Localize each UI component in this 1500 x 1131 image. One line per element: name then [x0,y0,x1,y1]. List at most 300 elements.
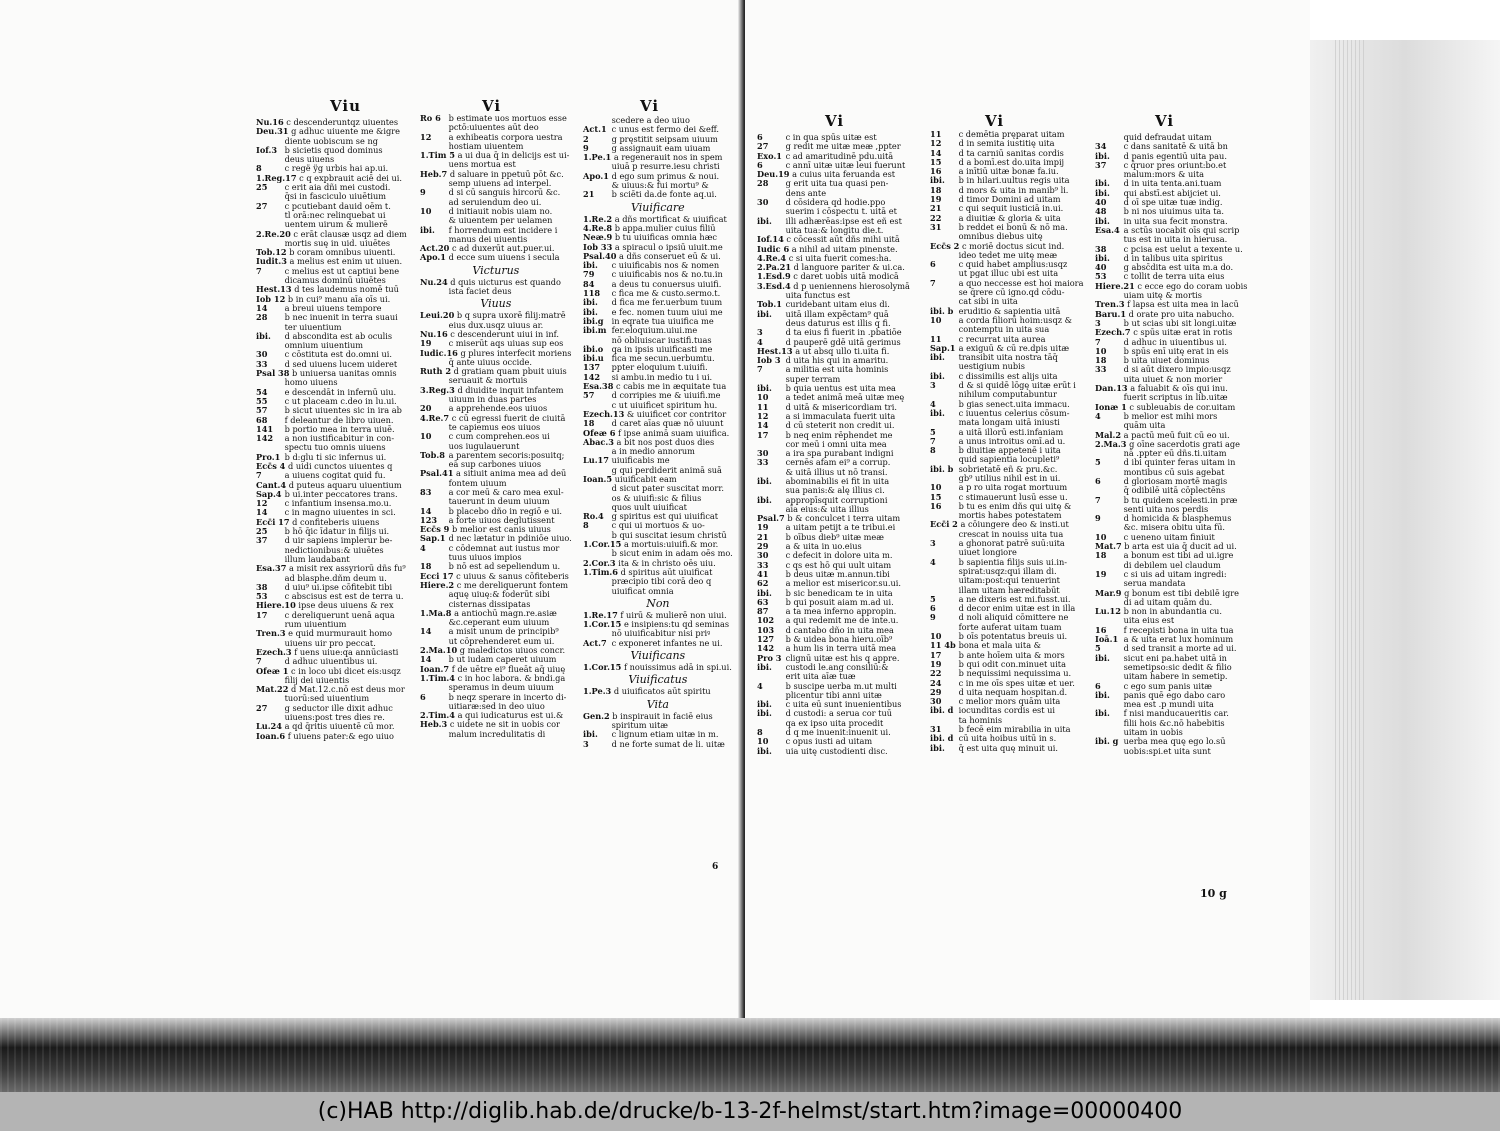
entry-reference: 68 [256,414,268,425]
entry-reference: Ioan.7 [420,663,450,674]
entry-text: a exhibeatis corpora uestra [446,131,563,142]
entry-text: d cōsidera qd hodie.ppo [783,197,886,208]
entry-text: seruauit & mortuis [446,375,528,386]
entry-reference: 5 [1095,457,1101,468]
entry-text: a bit nos post duos dies [613,436,715,447]
entry-text: a bonum est tibi ad ui.igre [1121,550,1234,561]
entry-text: eruditio & sapientia uitā [956,305,1061,316]
entry-reference: 4 [757,680,763,691]
entry-reference: Ro.4 [583,511,604,522]
entry-reference: 5 [930,426,936,437]
entry-text: mea est .p mundi uita [1121,699,1214,710]
entry-text: tus est in uita in hierusa. [1121,234,1228,245]
entry-text: nedictionibus:& uiuētes [282,544,384,555]
entry-reference: ibi. [757,587,772,598]
entry-reference: ibi. [757,215,772,226]
entry-text: b sciēti da.de fonte aq.ui. [609,189,717,200]
entry-reference: 5 [1095,643,1101,654]
entry-text: quid sapientia locupleti⁹ [956,454,1060,465]
entry-reference: ibi.g [583,315,604,326]
entry-reference: 11 [930,129,942,139]
entry-reference: 21 [583,189,595,200]
entry-text: c cū egressi fuerit de ciuitā [449,412,566,423]
entry-text: b & conculcet i terra uitam [784,513,901,524]
entry-reference: 4.Re.4 [757,252,787,263]
entry-text: c uiuificabis nos & no.tu.in [609,269,723,280]
entry-text: b tu quidem scelesti.in præ [1121,494,1238,505]
entry-reference: 14 [256,507,268,518]
entry-text: c stimauerunt lusū esse u. [956,491,1068,502]
entry-reference: 37 [1095,159,1107,170]
entry-reference: 30 [757,448,769,459]
entry-reference: ibi.u [583,353,604,364]
entry-text: c uiuus & sanus cōfiteberis [453,570,569,581]
entry-text: c iuuentus celerius cōsum- [956,407,1070,418]
entry-text: aīa eius:& uita illius [783,503,869,514]
entry-reference: ibi. [757,383,772,394]
entry-reference: Hiere.10 [256,600,296,611]
entry-text: se q̄rere cū igno.qd cōdu- [956,287,1065,298]
entry-text: d uidi cunctos uiuentes q [285,460,393,471]
entry-text: c pcutiebant dauid oēm t. [282,200,391,211]
entry-text: a misit rex assyriorū dñs fu⁹ [286,563,406,574]
entry-text: c in hoc labora. & bndi.ga [454,672,566,683]
entry-text: a pactū meū fuit cū eo ui. [1121,429,1230,440]
entry-text: a breui uiuens tempore [282,302,382,313]
entry-text: f uirū & mulierē non uiui. [617,609,727,620]
entry-text: d cantabo dño in uita mea [783,624,894,635]
entry-reference: Heb.7 [420,168,448,179]
entry-text: g seductor ille dixit adhuc [282,702,393,713]
entry-text: a dñs conseruet eū & ui. [616,250,721,261]
entry-reference: Ezech.7 [1095,327,1131,338]
entry-text: a parentem secoris:posuitq; [446,449,565,460]
entry-reference: 4 [757,336,763,347]
entry-reference: 21 [757,531,769,542]
concordance-entry [420,253,572,262]
entry-text: c cōcessit aūt dñs mihi uitā [783,234,900,245]
entry-text: d sicut pater suscitat morr. [609,483,724,494]
entry-reference: 6 [1095,475,1101,486]
entry-text: tl orā:nec relinquebat ui [282,209,386,220]
entry-text: semetipso:sic dedit & filio [1121,661,1232,672]
entry-text: d languore pariter & ui.ca. [791,262,905,273]
entry-reference: Tren.3 [1095,299,1125,310]
entry-reference: 14 [930,147,942,158]
entry-text: gb⁹ utilius nihil est in ui. [956,472,1061,483]
entry-text: uiuificabit eam [612,473,677,484]
entry-text: d confiteberis uiuens [289,516,380,527]
entry-text: a ut absq ullo ti.uita fi. [792,345,890,356]
entry-text: a ghonorat patrē suū:uita [956,538,1065,549]
entry-reference: 4 [930,398,936,409]
entry-text: g bonum est tibi debilē igre [1121,587,1239,598]
entry-reference: ibi. [757,708,772,719]
entry-text: g pręstitit seipsam uiuum [609,133,718,144]
entry-reference: 10 [930,314,942,325]
entry-reference: 1.Cor.15 [583,539,622,550]
entry-text: b uita uiuet dominus [1121,355,1210,366]
entry-text: a unus introitus omī.ad u. [956,435,1066,446]
entry-text: q̄ odibilē uitā cōplectēns [1121,485,1226,496]
right-header-3: Vi [1155,112,1175,130]
entry-text: montibus cū suis agebat [1121,466,1225,477]
entry-text: d si cū sanguis hircorū &c. [446,187,561,198]
entry-text: uens mortua est [446,159,516,170]
entry-reference: Iudit.3 [256,256,287,267]
entry-reference: Act.20 [420,243,450,254]
entry-reference: 102 [757,615,775,626]
entry-text: a tedet animā meā uitæ meę [783,392,905,403]
entry-reference: 12 [256,498,268,509]
entry-text: d cū steterit non credit ui. [783,420,895,431]
entry-reference: 9 [930,612,936,623]
entry-reference: Ioā.1 [1095,634,1119,645]
entry-reference: ibi. [1095,178,1110,189]
entry-text: uitiaræ:sed in deo uiuo [446,700,545,711]
entry-reference: 48 [1095,206,1107,217]
entry-text: homo uiuens [282,377,338,388]
entry-text: g adhuc uiuente me &igre [288,126,400,137]
entry-text: g maledictos uiuos concr. [457,645,566,656]
concordance-entry [420,287,572,296]
entry-text: uiuet longiore [956,547,1017,558]
entry-reference: ibi. [1095,150,1110,161]
entry-text: d abscondita est ab oculis [282,330,393,341]
left-header-3: Vi [640,97,660,115]
entry-text: c in loco ubi dicet eis:usqz [288,665,401,676]
entry-text: suerim i cōspectu t. uitā et [783,206,897,217]
entry-text: b melior est mihi mors [1121,410,1218,421]
entry-text: c q̄ruor pres oriunt:bo.et [1121,159,1227,170]
entry-reference: 30 [757,550,769,561]
entry-text: c opus iusti ad uitam [783,736,873,747]
entry-reference: Iob 12 [256,293,286,304]
entry-text: d corripies me & uiuifi.me [609,390,721,401]
entry-text: super terram [783,373,841,384]
entry-reference: Mat.22 [256,684,289,695]
entry-text: b gias senect.uita immacu. [956,398,1070,409]
entry-text: omnium uiuentium [282,340,364,351]
entry-text: c in qua spūs uitæ est [783,132,877,142]
entry-text: quos uult uiuificat [609,501,687,512]
entry-text: qui abstī.est abijciet ui. [1121,187,1221,198]
entry-reference: 83 [420,486,432,497]
entry-reference: Sap.4 [256,488,282,499]
entry-text: e fec. nomen tuum uiui me [609,306,723,317]
entry-reference: Act.7 [583,637,607,648]
entry-text: b & uidea bona hieru.oīb⁹ [783,634,893,645]
entry-text: d homicida & blasphemus [1121,513,1232,524]
entry-text: d quis uicturus est quando [447,276,561,287]
entry-reference: 3 [583,738,589,749]
entry-reference: 16 [930,500,942,511]
entry-reference: Hest.13 [757,345,793,356]
entry-text: forte auferat uitam tuam [956,621,1062,632]
right-column-2 [930,130,1083,753]
entry-text: uita functus est [783,290,851,301]
entry-reference: ibi.o [583,343,604,354]
entry-text: c lignum etiam uitæ in m. [609,729,719,740]
entry-reference: 18 [1095,550,1107,561]
entry-reference: Lu.24 [256,721,282,732]
entry-text: b sapientia filijs suis ui.in- [956,556,1067,567]
entry-reference: 79 [583,269,595,280]
entry-reference: ibi. [583,260,598,271]
entry-text: ter uiuentium [282,321,342,332]
entry-text: a & uita erat lux hominum [1121,634,1234,645]
entry-reference: Tren.3 [256,628,286,639]
entry-reference: ibi. [1095,652,1110,663]
entry-reference: ibi. g [1095,736,1119,747]
entry-reference: Lu.17 [583,455,609,466]
entry-text: ita & in christo oēs uiu. [615,557,716,568]
entry-text: d nec lætatur in pdiniōe uiuo. [446,533,572,544]
entry-text: d p ueniennens hierosolymā [790,280,910,291]
entry-reference: 8 [930,445,936,456]
concordance-headword: Non [646,596,670,610]
entry-text: c subleuabis de cor.uitam [1126,401,1236,412]
entry-text: eius dux.usqz uiuus ar. [446,319,544,330]
entry-text: q̄si in fasciculo uiuētium [282,191,387,202]
entry-text: b sicut uiuentes sic in ira ab [282,405,402,416]
entry-reference: 63 [757,596,769,607]
entry-text: d diuidite inquit infantem [454,384,564,395]
entry-text: c in magno uiuentes in sci. [282,507,396,518]
entry-reference: ibi. [1095,708,1110,719]
entry-text: d uita his qui in amaritu. [783,355,889,366]
entry-text: cat sibi in uita [956,296,1018,307]
entry-text: g spiritus est qui uiuificat [609,511,719,522]
left-column-3 [583,116,733,749]
entry-text: te capiemus eos uiuos [446,421,541,432]
entry-text: b oīs potentatus breuis ui. [956,631,1068,642]
entry-reference: ibi. [757,745,772,756]
entry-text: transibit uita nostra tāq̄ [956,352,1058,363]
left-column-2 [420,114,572,739]
entry-reference: 1.Tim.6 [583,566,618,577]
entry-reference: 10 [420,205,432,216]
concordance-headword: Viuus [480,297,512,311]
entry-reference: 118 [583,288,601,299]
entry-reference: Sap.1 [930,342,956,353]
entry-reference: 30 [757,197,769,208]
entry-text: d timor Domini ad uitam [956,194,1061,205]
entry-reference: Hest.13 [256,284,292,295]
entry-text: in eqrate tua uiuifica me [609,315,714,326]
entry-text: d ecce sum uiuens i secula [446,252,560,263]
entry-reference: ibi. [757,475,772,486]
entry-reference: 22 [930,668,942,679]
entry-text: d in semita iustitię uita [956,138,1055,149]
entry-reference: 3 [757,327,763,338]
entry-reference: 142 [757,643,775,654]
entry-reference: 27 [256,200,268,211]
entry-reference: 6 [1095,680,1101,691]
entry-reference: 14 [420,626,432,637]
right-header-2: Vi [985,112,1005,130]
entry-reference: 28 [757,178,769,189]
page-signature: 10 g [1200,887,1227,900]
entry-reference: 141 [256,423,274,434]
concordance-entry [757,747,910,756]
entry-reference: 9 [583,142,589,153]
entry-text: d pauperē gdē uitā gerimus [783,336,901,347]
entry-reference: 7 [256,656,262,667]
entry-reference: 87 [757,606,769,617]
entry-text: g oīne sacerdotis grati age [1126,438,1241,449]
entry-text: d uiu⁹ ui.ipse cōfitebit tibi [282,581,393,592]
entry-text: d uir sapiens implerur be- [282,535,393,546]
entry-text: & uiuificet cor contritor [624,408,727,419]
entry-reference: 55 [256,395,268,406]
entry-reference: 33 [1095,364,1107,375]
entry-text: manus dei uiuentis [446,233,528,244]
entry-text: uitam habere in semetip. [1121,671,1228,682]
entry-reference: Ecc̄s 2 [930,240,960,251]
entry-reference: 2.Re.20 [256,228,291,239]
entry-text: ad blasphe.dñm deum u. [282,572,387,583]
entry-text: b q supra uxorē filij:matrē [454,310,566,321]
entry-reference: 9 [1095,513,1101,524]
entry-reference: 4 [930,556,936,567]
entry-reference: ibi. [583,306,598,317]
entry-text: d uita nequam hospitan.d. [956,686,1068,697]
entry-text: a ira spa purabant indigni [783,448,894,459]
entry-reference: 53 [256,591,268,602]
entry-reference: 18 [583,418,595,429]
entry-reference: 2.Ma.10 [420,645,458,656]
entry-reference: 40 [1095,197,1107,208]
entry-text: nihilum computabuntur [956,389,1057,400]
entry-reference: 25 [256,526,268,537]
entry-reference: 4 [420,542,426,553]
entry-text: b estimate uos mortuos esse [446,113,567,123]
entry-text: plicentur tibi anni uitæ [783,689,882,700]
entry-text: d custodi: a serua cor tuū [783,708,893,719]
entry-text: b non in abundantia cu. [1121,606,1222,617]
entry-text: quid defraudat uitam [1121,132,1212,142]
entry-reference: 21 [930,203,942,214]
entry-reference: Psal.41 [420,468,454,479]
entry-text: ta hominis [956,714,1003,725]
entry-reference: Ioan.5 [583,473,613,484]
entry-text: q̄ ante uiuus occide. [446,356,532,367]
entry-text: d ego sum primus & noui. [609,170,720,181]
entry-text: & uiuus:& fui mortu⁹ & [609,180,709,191]
entry-text: c ad duxerūt aut.puer.ui. [449,243,555,254]
entry-text: b sicietis quod dominus [282,144,383,155]
entry-reference: Ecc̄s 9 [420,524,450,535]
entry-reference: ibi. d [930,705,954,716]
entry-text: ppter eloquium t.uiuifi. [609,362,708,373]
entry-reference: Esa.4 [1095,224,1120,235]
entry-text: c demētia pręparat uitam [956,129,1065,139]
concordance-entry [930,706,1083,715]
entry-text: c uita eū sunt inuenientibus [783,699,902,710]
entry-text: b deus uitæ m.annun.tibi [783,568,890,579]
entry-text: f recepisti bona in uita tua [1121,624,1234,635]
entry-text: c spūs uitæ erat in rotis [1130,327,1233,338]
entry-text: b qui suscitat iesum christū [609,529,727,540]
entry-text: si ambu.in medio tu i ui. [609,371,713,382]
entry-reference: Ezech.13 [583,408,625,419]
entry-reference: 11 [757,401,769,412]
entry-text: g plures interfecit moriens [457,347,572,358]
entry-text: g assignauit eam uiuam [609,142,711,153]
entry-text: a apprehende.eos uiuos [446,403,548,414]
entry-text: uiam uitę & mortis [1121,290,1202,301]
entry-reference: 1.Tim.4 [420,672,455,683]
entry-text: & uitā illius ut nō transi. [783,466,888,477]
entry-text: a ne dixeris est mi.fusst.ui. [956,593,1071,604]
entry-text: clignū uitæ est his q appre. [783,652,900,663]
entry-text: iocunditas cordis est ui [956,705,1056,716]
entry-text: c qui sequit iusticiā in.ui. [956,203,1064,214]
attribution-bar [0,1092,1500,1131]
entry-reference: ibi. [930,370,945,381]
entry-text: c ad amaritudinē pdu.uitā [783,150,894,161]
concordance-entry [583,639,733,648]
entry-text: b oībus dieb⁹ uitæ meæ [783,531,884,542]
entry-text: illi adhærēas:ipse est eñ est [783,215,902,226]
entry-text: f lapsa est uita mea in lacū [1124,299,1239,310]
concordance-entry [256,732,407,741]
entry-text: f uens uiue:qa annūciasti [291,646,399,657]
entry-reference: Pro.1 [256,451,281,462]
entry-reference: Ioan.6 [256,730,286,741]
entry-reference: Ecc̄i 17 [256,516,290,527]
entry-text: tuus uiuos impios [446,552,522,563]
entry-text: d gloriosam mortē magis [1121,475,1228,486]
entry-reference: ibi.m [583,325,607,336]
entry-text: uitā illam expēctam⁹ quā [783,308,889,319]
entry-text: e descendāt in infernū uiu. [282,386,397,397]
entry-text: c me dereliquerunt fontem [454,579,569,590]
entry-text: c qui ui mortuos & uo- [609,520,705,531]
entry-text: illam uitam hæreditabūt [956,584,1060,595]
entry-text: ut cōprehenderet eum ui. [446,635,555,646]
entry-reference: Cant.4 [256,479,287,490]
entry-text: b coram omnibus uiuenti. [286,247,396,258]
entry-reference: 3 [1095,317,1101,328]
entry-text: d & si quidē lōgę uitæ erūt i [956,380,1076,391]
entry-reference: 14 [256,302,268,313]
entry-text: b qui posuit aiam m.ad ui. [783,596,894,607]
entry-reference: 12 [420,131,432,142]
entry-text: a antiochū magn.re.asiæ [451,607,557,618]
entry-text: c dans sanitatē & uitā bn [1121,141,1228,152]
entry-text: c tollit de terra uita eius [1121,271,1225,282]
entry-text: g qui perdiderit animā suā [609,464,722,475]
entry-text: b nequissimi nequissima u. [956,668,1072,679]
entry-text: c erāt clausæ usqz ad diem [290,228,407,239]
entry-reference: 2 [583,133,589,144]
entry-text: c cum comprehen.eos ui [446,431,550,442]
entry-text: c abscisus est est de terra u. [282,591,404,602]
entry-reference: ibi. [1095,215,1110,226]
entry-text: c si uita fuerit comes:ha. [786,252,892,263]
entry-text: uita uiuet & non morier [1121,373,1223,384]
entry-text: uitam in uobis [1121,727,1183,737]
entry-reference: Act.1 [583,124,607,135]
book-edge-lines [1335,40,1365,1000]
entry-text: d ne forte sumat de li. uitæ [609,738,725,749]
entry-reference: 84 [583,278,595,289]
entry-text: qa ex ipso uita procedit [783,717,884,728]
entry-reference: Nu.16 [256,117,284,127]
entry-text: pctō:uiuentes aūt deo [446,122,539,133]
